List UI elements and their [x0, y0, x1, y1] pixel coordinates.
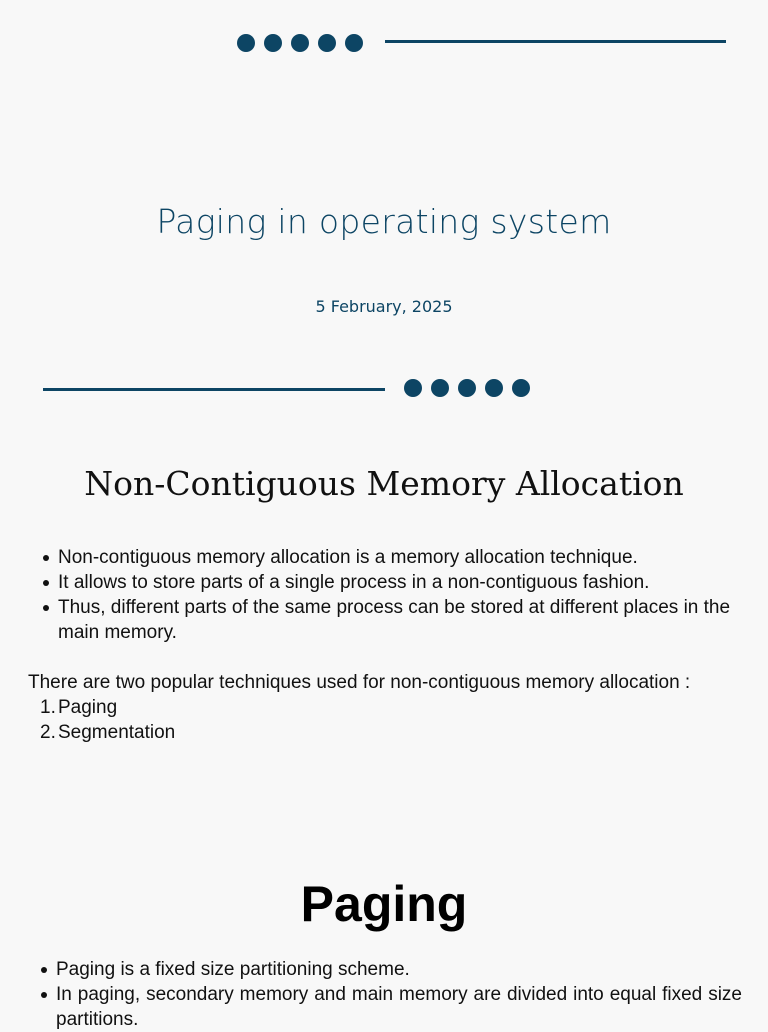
- publish-date: 5 February, 2025: [315, 297, 453, 316]
- dot: [485, 379, 503, 397]
- dot: [512, 379, 530, 397]
- dot: [404, 379, 422, 397]
- techniques-list: [40, 695, 658, 745]
- dot: [291, 34, 309, 52]
- bottom-rule: [43, 388, 385, 391]
- list-number: 2.: [40, 722, 56, 743]
- dot: [458, 379, 476, 397]
- dot: [264, 34, 282, 52]
- top-dots-decoration: [237, 34, 363, 52]
- section-heading-paging: Paging: [300, 876, 468, 932]
- section-heading-non-contiguous: Non-Contiguous Memory Allocation: [84, 464, 684, 503]
- list-number: 1.: [40, 697, 56, 718]
- dot: [237, 34, 255, 52]
- techniques-intro: There are two popular techniques used for non-contiguous memory allocation :: [28, 672, 691, 693]
- dot: [318, 34, 336, 52]
- dot: [431, 379, 449, 397]
- technique-label: Segmentation: [58, 722, 176, 743]
- page-title: Paging in operating system: [156, 202, 612, 241]
- bottom-dots-decoration: [404, 379, 530, 397]
- list-item: It allows to store parts of a single process in a non-contiguous fashion.: [58, 570, 748, 595]
- list-item: Non-contiguous memory allocation is a memory allocation technique.: [58, 545, 748, 570]
- paging-bullet-list: [56, 957, 742, 1032]
- list-item: Thus, different parts of the same process can be stored at different places in the main memory.: [58, 595, 748, 645]
- list-item: [40, 720, 658, 745]
- dot: [345, 34, 363, 52]
- technique-label: Paging: [58, 697, 118, 718]
- non-contiguous-bullet-list: [58, 545, 748, 645]
- top-rule: [385, 40, 726, 43]
- list-item: In paging, secondary memory and main memory are divided into equal fixed size partitions.: [56, 984, 742, 1030]
- list-item: Paging is a fixed size partitioning scheme.: [56, 957, 742, 982]
- list-item: [40, 695, 658, 720]
